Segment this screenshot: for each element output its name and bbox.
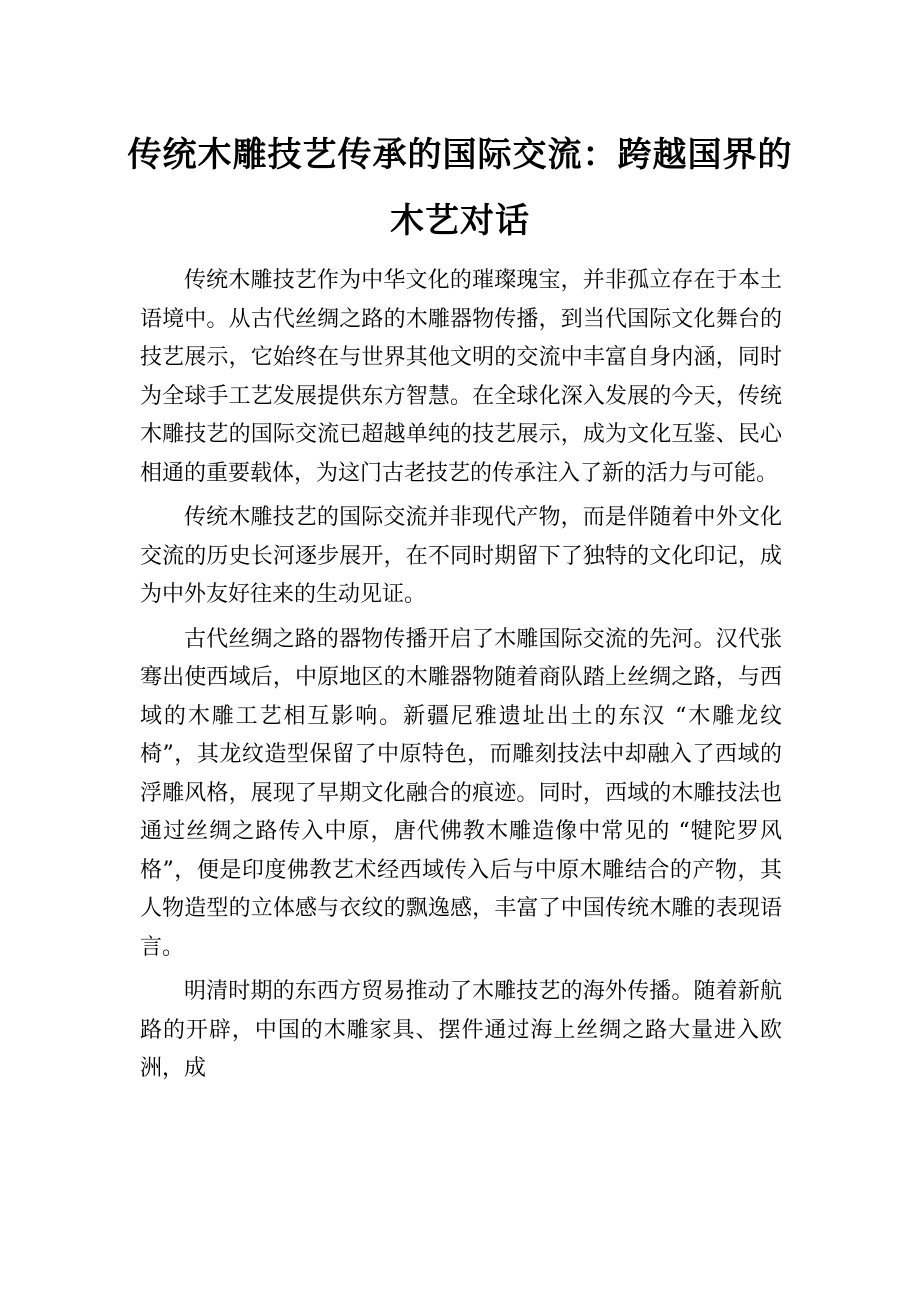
document-body bbox=[140, 262, 782, 1095]
paragraph-4: 明清时期的东西方贸易推动了木雕技艺的海外传播。随着新航路的开辟，中国的木雕家具、摆件通过海上丝绸之路大量进入欧洲，成 bbox=[140, 979, 782, 1081]
paragraph-3: 古代丝绸之路的器物传播开启了木雕国际交流的先河。汉代张骞出使西域后，中原地区的木雕器物随着商队踏上丝绸之路，与西域的木雕工艺相互影响。新疆尼雅遗址出土的东汉 “木雕龙纹椅”，其龙纹造型保留了中原特色，而雕刻技法中却融入了西域的浮雕风格，展现了早期文化融合的痕迹。同时，西域的木雕技法也通过丝绸之路传入中原，唐代佛教木雕造像中常见的 “犍陀罗风格”，便是印度佛教艺术经西域传入后与中原木雕结合的产物，其人物造型的立体感与衣纹的飘逸感，丰富了中国传统木雕的表现语言。 bbox=[140, 626, 782, 960]
document-title-line-2: 木艺对话 bbox=[390, 201, 530, 241]
paragraph-1: 传统木雕技艺作为中华文化的璀璨瑰宝，并非孤立存在于本土语境中。从古代丝绸之路的木雕器物传播，到当代国际文化舞台的技艺展示，它始终在与世界其他文明的交流中丰富自身内涵，同时为全球手工艺发展提供东方智慧。在全球化深入发展的今天，传统木雕技艺的国际交流已超越单纯的技艺展示，成为文化互鉴、民心相通的重要载体，为这门古老技艺的传承注入了新的活力与可能。 bbox=[140, 268, 782, 486]
document-title-line-1: 传统木雕技艺传承的国际交流：跨越国界的 bbox=[127, 135, 793, 175]
paragraph-2: 传统木雕技艺的国际交流并非现代产物，而是伴随着中外文化交流的历史长河逐步展开，在不同时期留下了独特的文化印记，成为中外友好往来的生动见证。 bbox=[140, 505, 782, 607]
